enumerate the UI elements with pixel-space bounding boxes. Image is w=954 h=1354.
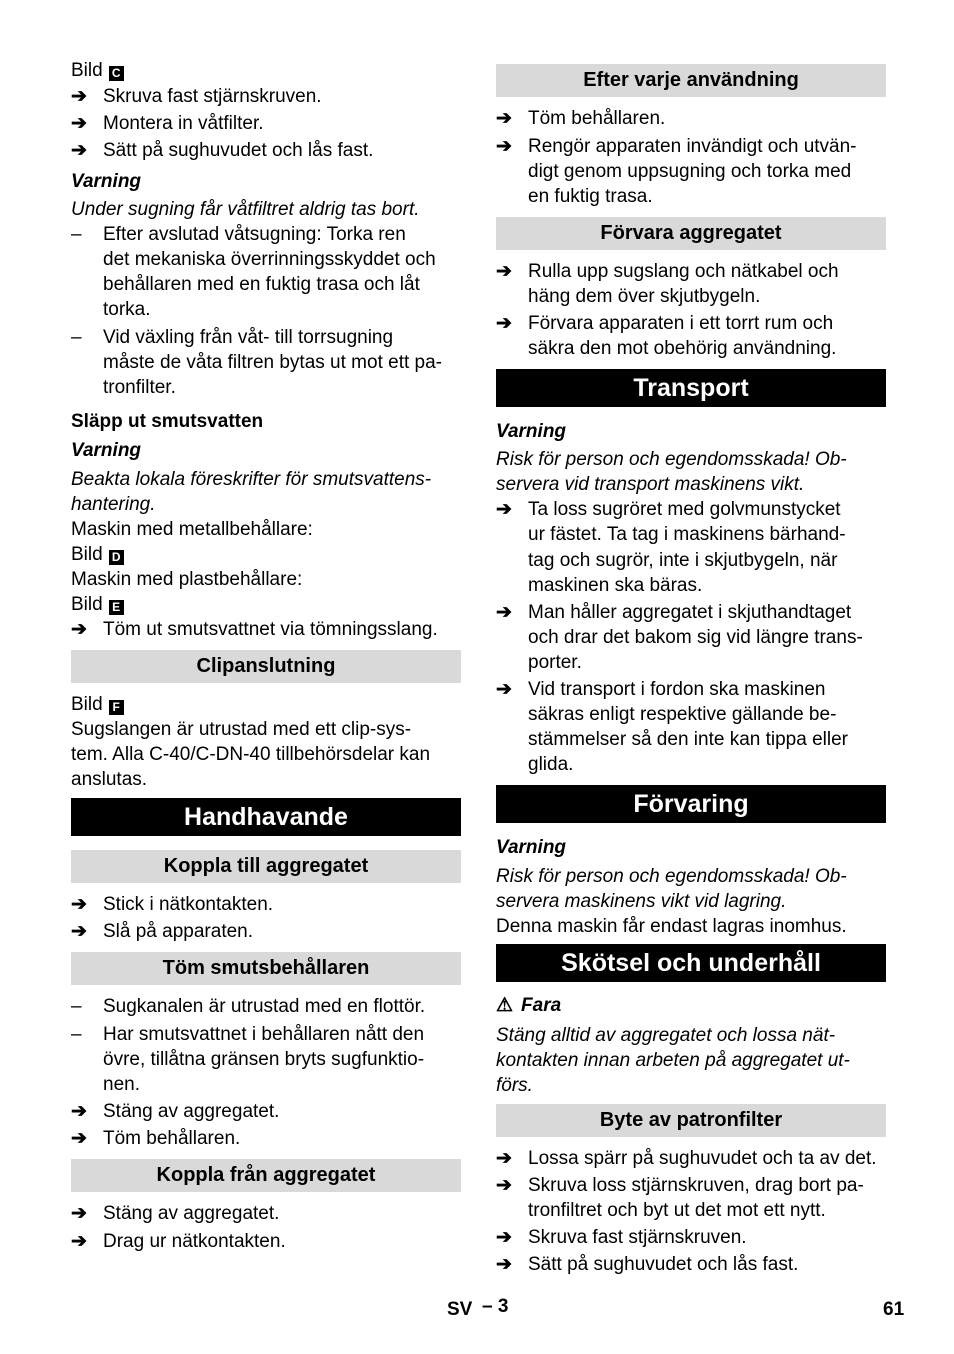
danger-text: förs.: [496, 1075, 533, 1096]
step-text: Rengör apparaten invändigt och utvän-: [528, 136, 857, 157]
step-text: Slå på apparaten.: [103, 921, 254, 942]
arrow-icon: ➔: [71, 113, 87, 134]
step-text: Förvara apparaten i ett torrt rum och: [528, 313, 834, 334]
figure-ref-e: Bild E: [71, 592, 124, 617]
dash-marker: –: [71, 327, 82, 348]
step-text: en fuktig trasa.: [528, 186, 653, 207]
warning-title: Varning: [496, 421, 567, 442]
dash-text: det mekaniska överrinningsskyddet och: [103, 249, 436, 270]
step-text: Montera in våtfilter.: [103, 113, 264, 134]
warning-text: Risk för person och egendomsskada! Ob-: [496, 866, 847, 887]
step-text: Skruva fast stjärnskruven.: [103, 86, 322, 107]
body-text: Maskin med plastbehållare:: [71, 569, 303, 590]
section-heading: Koppla till aggregatet: [71, 850, 461, 883]
step-text: Töm behållaren.: [103, 1128, 241, 1149]
arrow-icon: ➔: [71, 1128, 87, 1149]
arrow-icon: ➔: [71, 921, 87, 942]
section-heading: Clipanslutning: [71, 650, 461, 683]
dash-text: Sugkanalen är utrustad med en flottör.: [103, 996, 426, 1017]
body-text: tem. Alla C-40/C-DN-40 tillbehörsdelar kan: [71, 744, 431, 765]
step-text: Stäng av aggregatet.: [103, 1101, 280, 1122]
arrow-icon: ➔: [496, 1227, 512, 1248]
danger-text: Stäng alltid av aggregatet och lossa nät-: [496, 1025, 836, 1046]
step-text: Sätt på sughuvudet och lås fast.: [528, 1254, 799, 1275]
arrow-icon: ➔: [71, 86, 87, 107]
step-text: Töm behållaren.: [528, 108, 666, 129]
dash-text: tronfilter.: [103, 377, 176, 398]
arrow-icon: ➔: [71, 619, 87, 640]
section-heading: Förvara aggregatet: [496, 217, 886, 250]
warning-text: Under sugning får våtfiltret aldrig tas bort.: [71, 199, 420, 220]
chapter-heading: Transport: [496, 369, 886, 407]
figure-letter-box: F: [109, 700, 124, 715]
danger-title: ⚠ Fara: [496, 995, 562, 1016]
warning-triangle-icon: ⚠: [496, 995, 514, 1016]
warning-text: hantering.: [71, 494, 156, 515]
figure-letter-box: D: [109, 550, 124, 565]
step-text: Sätt på sughuvudet och lås fast.: [103, 140, 374, 161]
body-text: Sugslangen är utrustad med ett clip-sys-: [71, 719, 412, 740]
figure-letter-box: E: [109, 600, 124, 615]
dash-text: Har smutsvattnet i behållaren nått den: [103, 1024, 425, 1045]
dash-marker: –: [71, 996, 82, 1017]
step-text: Drag ur nätkontakten.: [103, 1231, 286, 1252]
arrow-icon: ➔: [496, 1254, 512, 1275]
arrow-icon: ➔: [496, 261, 512, 282]
warning-text: Risk för person och egendomsskada! Ob-: [496, 449, 847, 470]
step-text: tag och sugrör, inte i skjutbygeln, när: [528, 550, 838, 571]
footer-section-page: – 3: [482, 1296, 509, 1317]
chapter-heading: Förvaring: [496, 785, 886, 823]
arrow-icon: ➔: [496, 136, 512, 157]
section-heading: Byte av patronfilter: [496, 1104, 886, 1137]
step-text: porter.: [528, 652, 582, 673]
subheading: Släpp ut smutsvatten: [71, 411, 264, 432]
step-text: stämmelser så den inte kan tippa eller: [528, 729, 848, 750]
body-text: Denna maskin får endast lagras inomhus.: [496, 916, 847, 937]
warning-text: servera vid transport maskinens vikt.: [496, 474, 805, 495]
step-text: säkras enligt respektive gällande be-: [528, 704, 837, 725]
arrow-icon: ➔: [496, 679, 512, 700]
step-text: Vid transport i fordon ska maskinen: [528, 679, 826, 700]
warning-text: servera maskinens vikt vid lagring.: [496, 891, 787, 912]
warning-text: Beakta lokala föreskrifter för smutsvattens-: [71, 469, 432, 490]
arrow-icon: ➔: [496, 108, 512, 129]
step-text: ur fästet. Ta tag i maskinens bärhand-: [528, 524, 846, 545]
step-text: häng dem över skjutbygeln.: [528, 286, 761, 307]
footer-page-number: 61: [883, 1299, 905, 1320]
step-text: Lossa spärr på sughuvudet och ta av det.: [528, 1148, 877, 1169]
arrow-icon: ➔: [496, 313, 512, 334]
step-text: digt genom uppsugning och torka med: [528, 161, 852, 182]
arrow-icon: ➔: [71, 894, 87, 915]
dash-text: torka.: [103, 299, 151, 320]
step-text: Rulla upp sugslang och nätkabel och: [528, 261, 839, 282]
dash-marker: –: [71, 224, 82, 245]
arrow-icon: ➔: [71, 140, 87, 161]
dash-text: Vid växling från våt- till torrsugning: [103, 327, 394, 348]
arrow-icon: ➔: [496, 602, 512, 623]
dash-text: behållaren med en fuktig trasa och låt: [103, 274, 420, 295]
section-heading: Efter varje användning: [496, 64, 886, 97]
arrow-icon: ➔: [496, 1175, 512, 1196]
step-text: Töm ut smutsvattnet via tömningsslang.: [103, 619, 438, 640]
step-text: Man håller aggregatet i skjuthandtaget: [528, 602, 852, 623]
footer-language: SV: [447, 1299, 473, 1320]
warning-title: Varning: [71, 171, 142, 192]
warning-title: Varning: [496, 837, 567, 858]
step-text: tronfiltret och byt ut det mot ett nytt.: [528, 1200, 826, 1221]
step-text: Skruva fast stjärnskruven.: [528, 1227, 747, 1248]
chapter-heading: Handhavande: [71, 798, 461, 836]
arrow-icon: ➔: [71, 1101, 87, 1122]
chapter-heading: Skötsel och underhåll: [496, 944, 886, 982]
step-text: Skruva loss stjärnskruven, drag bort pa-: [528, 1175, 864, 1196]
arrow-icon: ➔: [71, 1231, 87, 1252]
arrow-icon: ➔: [496, 499, 512, 520]
section-heading: Koppla från aggregatet: [71, 1159, 461, 1192]
figure-ref-d: Bild D: [71, 542, 124, 567]
body-text: anslutas.: [71, 769, 148, 790]
arrow-icon: ➔: [496, 1148, 512, 1169]
dash-text: Efter avslutad våtsugning: Torka ren: [103, 224, 406, 245]
figure-letter-box: C: [109, 66, 124, 81]
step-text: glida.: [528, 754, 574, 775]
dash-text: övre, tillåtna gränsen bryts sugfunktio-: [103, 1049, 425, 1070]
step-text: Stäng av aggregatet.: [103, 1203, 280, 1224]
figure-ref-c: Bild C: [71, 58, 124, 83]
dash-text: nen.: [103, 1074, 140, 1095]
arrow-icon: ➔: [71, 1203, 87, 1224]
step-text: säkra den mot obehörig användning.: [528, 338, 837, 359]
danger-text: kontakten innan arbeten på aggregatet ut-: [496, 1050, 850, 1071]
body-text: Maskin med metallbehållare:: [71, 519, 313, 540]
step-text: maskinen ska bäras.: [528, 575, 703, 596]
step-text: Stick i nätkontakten.: [103, 894, 274, 915]
warning-title: Varning: [71, 440, 142, 461]
dash-marker: –: [71, 1024, 82, 1045]
dash-text: måste de våta filtren bytas ut mot ett pa-: [103, 352, 442, 373]
step-text: Ta loss sugröret med golvmunstycket: [528, 499, 841, 520]
section-heading: Töm smutsbehållaren: [71, 952, 461, 985]
step-text: och drar det bakom sig vid längre trans-: [528, 627, 863, 648]
figure-ref-f: Bild F: [71, 692, 124, 717]
